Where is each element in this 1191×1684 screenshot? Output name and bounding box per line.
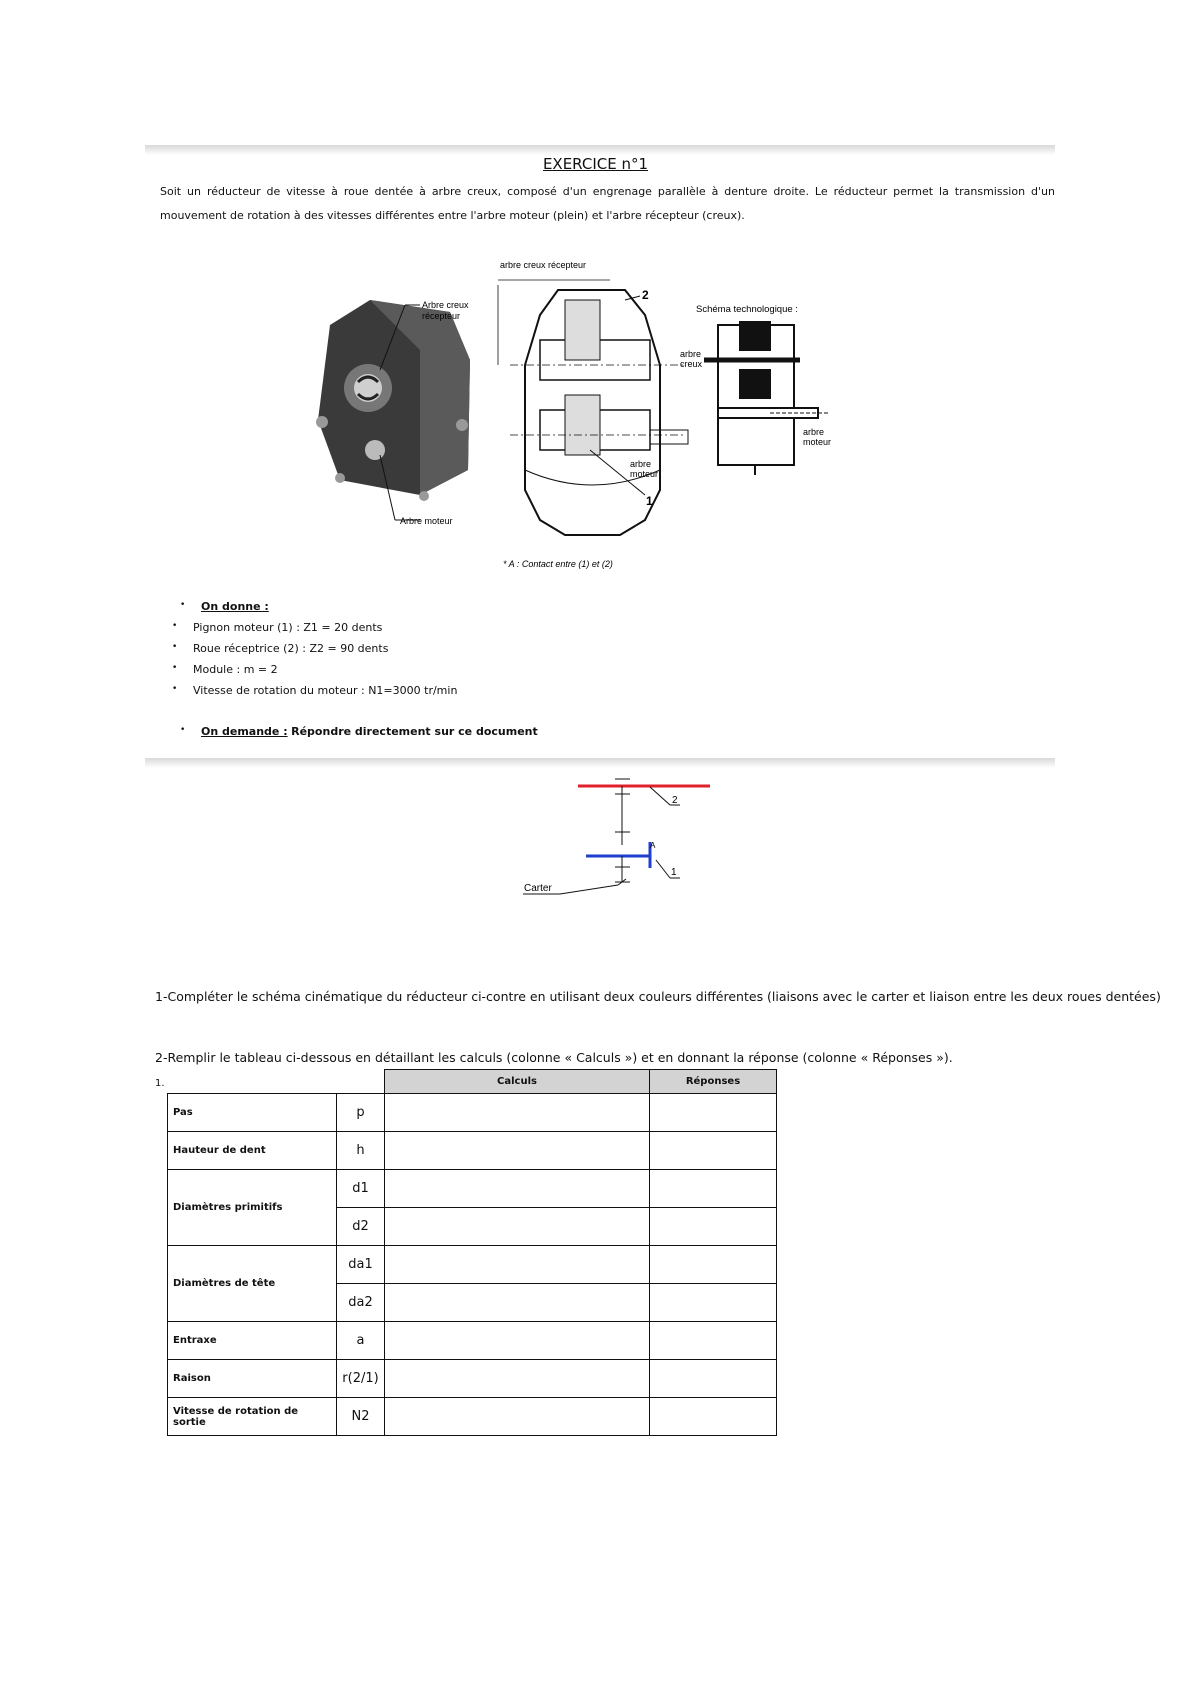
label-hollow-receiver: arbre creux récepteur [500, 260, 587, 270]
given-heading: On donne : [201, 600, 269, 613]
given-item: Pignon moteur (1) : Z1 = 20 dents [193, 621, 383, 634]
label-contact-caption: * A : Contact entre (1) et (2) [503, 559, 613, 569]
answer-cell[interactable] [650, 1094, 777, 1132]
section-drawing [498, 280, 688, 535]
answer-cell[interactable] [650, 1322, 777, 1360]
calc-cell[interactable] [385, 1170, 650, 1208]
label-schema-title: Schéma technologique : [696, 304, 798, 315]
answer-cell[interactable] [650, 1170, 777, 1208]
given-item: Vitesse de rotation du moteur : N1=3000 tr/min [193, 684, 458, 697]
demand-heading: On demande : [201, 725, 288, 738]
calc-cell[interactable] [385, 1208, 650, 1246]
calc-cell[interactable] [385, 1284, 650, 1322]
table-row: Diamètres de tête da1 [168, 1246, 777, 1284]
answer-cell[interactable] [650, 1398, 777, 1436]
calc-cell[interactable] [385, 1360, 650, 1398]
table-row: d2 [168, 1208, 777, 1246]
header-calculs: Calculs [385, 1070, 650, 1094]
label-num-1: 1 [646, 494, 653, 508]
label-motor-shaft: Arbre moteur [400, 516, 453, 526]
question-2: 2-Remplir le tableau ci-dessous en détaillant les calculs (colonne « Calculs ») et en donnant la réponse (colonne « Réponses »). [155, 1050, 953, 1065]
table-row: Pas p [168, 1094, 777, 1132]
header-reponses: Réponses [650, 1070, 777, 1094]
label-section-motor: arbre moteur [630, 459, 659, 479]
answer-cell[interactable] [650, 1208, 777, 1246]
calc-cell[interactable] [385, 1094, 650, 1132]
reducer-figures [300, 260, 920, 585]
given-item: Module : m = 2 [193, 663, 278, 676]
calc-table [167, 1069, 777, 1436]
kin-label-a: A [650, 841, 656, 850]
label-schema-right: arbre moteur [803, 427, 832, 447]
question-1: 1-Compléter le schéma cinématique du réducteur ci-contre en utilisant deux couleurs différentes (liaisons avec le carter et liaison entre les deux roues dentées) [155, 989, 1161, 1004]
reducer-photo [316, 300, 470, 501]
label-num-2: 2 [642, 288, 649, 302]
calc-cell[interactable] [385, 1246, 650, 1284]
demand-text: Répondre directement sur ce document [291, 725, 538, 738]
answer-cell[interactable] [650, 1246, 777, 1284]
table-row: Entraxe a [168, 1322, 777, 1360]
answer-cell[interactable] [650, 1132, 777, 1170]
table-row: Hauteur de dent h [168, 1132, 777, 1170]
kin-label-2: 2 [672, 795, 678, 806]
table-row: da2 [168, 1284, 777, 1322]
calc-cell[interactable] [385, 1322, 650, 1360]
kin-label-1: 1 [671, 867, 677, 878]
top-shadow [145, 145, 1055, 155]
schema-drawing [704, 322, 830, 475]
label-schema-left: arbre creux [680, 349, 703, 369]
table-number: 1. [155, 1078, 165, 1089]
answer-cell[interactable] [650, 1284, 777, 1322]
intro-paragraph: Soit un réducteur de vitesse à roue dentée à arbre creux, composé d'un engrenage parallèle à denture droite. Le réducteur permet la transmission d'un mouvement de rotation à des vitesses différentes entre l'arbre moteur (plein) et l'arbre récepteur (creux). [160, 185, 1055, 222]
table-row: Diamètres primitifs d1 [168, 1170, 777, 1208]
mid-shadow [145, 758, 1055, 768]
calc-cell[interactable] [385, 1398, 650, 1436]
given-item: Roue réceptrice (2) : Z2 = 90 dents [193, 642, 389, 655]
kinematic-diagram [520, 770, 720, 900]
calc-cell[interactable] [385, 1132, 650, 1170]
table-row: Raison r(2/1) [168, 1360, 777, 1398]
label-hollow-shaft: Arbre creux récepteur [422, 300, 469, 321]
exercise-title: EXERCICE n°1 [542, 155, 649, 173]
answer-cell[interactable] [650, 1360, 777, 1398]
kin-label-carter: Carter [524, 883, 552, 894]
table-row: Vitesse de rotation de sortie N2 [168, 1398, 777, 1436]
